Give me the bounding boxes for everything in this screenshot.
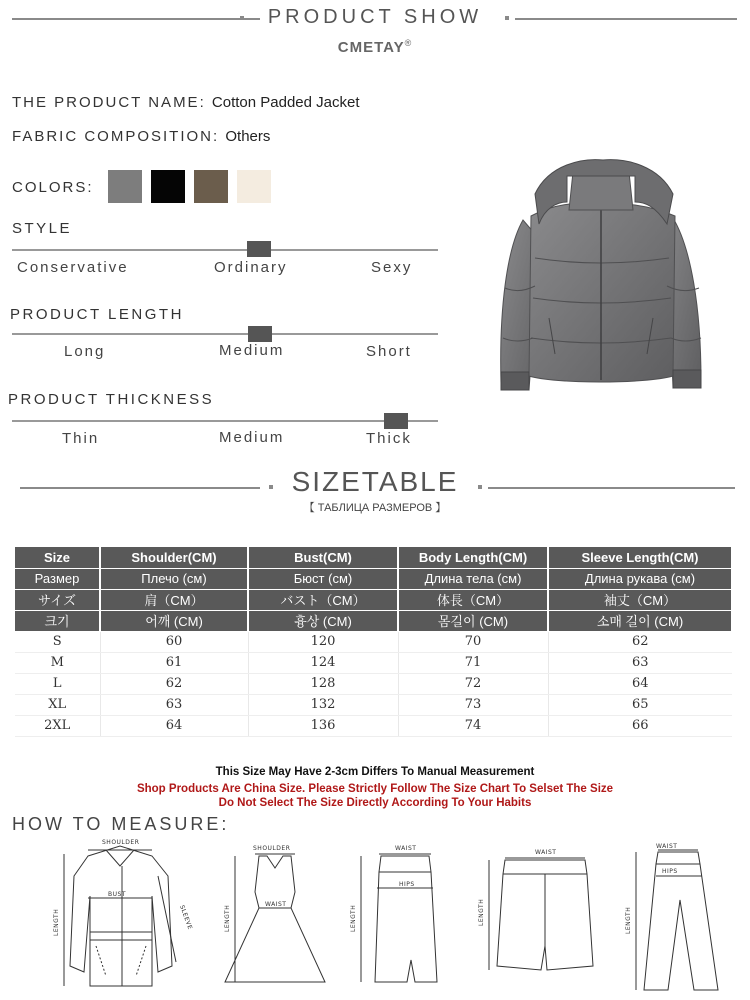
table-cell: 74 (398, 715, 548, 736)
table-header-cell: Bust(CM) (248, 547, 398, 568)
style-option-ordinary: Ordinary (214, 259, 288, 276)
label-shoulder-dress: SHOULDER (253, 845, 291, 852)
product-name-row (12, 94, 360, 111)
table-cell: 120 (248, 631, 398, 652)
table-header-cell: 소매 길이 (CM) (548, 610, 732, 631)
table-header-cell: Длина тела (см) (398, 568, 548, 589)
thickness-option-thin: Thin (62, 430, 100, 447)
label-length-dress: LENGTH (224, 904, 231, 932)
table-header-cell: Длина рукава (см) (548, 568, 732, 589)
length-label: PRODUCT LENGTH (10, 306, 184, 323)
how-to-measure-title: HOW TO MEASURE: (12, 814, 230, 834)
thickness-scale-marker (384, 413, 408, 429)
style-option-sexy: Sexy (371, 259, 413, 276)
table-cell: M (15, 652, 100, 673)
label-hips-pants: HIPS (662, 868, 678, 875)
table-header-cell: Размер (15, 568, 100, 589)
sizetable-title: SIZETABLE (291, 466, 459, 497)
measure-diagram-coat (40, 836, 200, 996)
table-cell: 64 (100, 715, 248, 736)
table-cell: S (15, 631, 100, 652)
table-header-cell: 袖丈（CM） (548, 589, 732, 610)
length-option-medium: Medium (219, 342, 285, 359)
table-cell: 63 (100, 694, 248, 715)
label-length-coat: LENGTH (53, 908, 60, 936)
table-row (15, 631, 732, 652)
measure-diagram-shorts (475, 846, 605, 976)
table-cell: 62 (100, 673, 248, 694)
size-table-body (15, 547, 732, 736)
table-header-row (15, 589, 732, 610)
table-cell: 2XL (15, 715, 100, 736)
color-swatch[interactable] (108, 170, 142, 203)
table-cell: 72 (398, 673, 548, 694)
style-label: STYLE (12, 220, 73, 237)
table-cell: 124 (248, 652, 398, 673)
table-row (15, 715, 732, 736)
label-length-pants: LENGTH (625, 906, 632, 934)
table-header-row (15, 547, 732, 568)
page-title: PRODUCT SHOW (267, 6, 483, 28)
note-measurement: This Size May Have 2-3cm Differs To Manual Measurement (215, 766, 535, 778)
table-header-cell: 肩（CM） (100, 589, 248, 610)
table-cell: 60 (100, 631, 248, 652)
table-header-cell: Body Length(CM) (398, 547, 548, 568)
label-waist-shorts: WAIST (535, 849, 557, 856)
table-header-cell: 흉상 (CM) (248, 610, 398, 631)
table-cell: 62 (548, 631, 732, 652)
color-swatch[interactable] (237, 170, 271, 203)
sizetable-subtitle: 【 ТАБЛИЦА РАЗМЕРОВ 】 (303, 502, 447, 514)
table-header-cell: Sleeve Length(CM) (548, 547, 732, 568)
label-sleeve-coat: SLEEVE (178, 904, 194, 931)
table-header-row (15, 610, 732, 631)
label-waist-dress: WAIST (265, 901, 287, 908)
table-header-cell: 体長（CM） (398, 589, 548, 610)
table-header-cell: Size (15, 547, 100, 568)
table-header-cell: 크기 (15, 610, 100, 631)
size-table (15, 547, 733, 737)
table-cell: 65 (548, 694, 732, 715)
table-row (15, 652, 732, 673)
style-scale-marker (247, 241, 271, 257)
color-swatch[interactable] (194, 170, 228, 203)
measure-diagram-skirt (345, 842, 455, 992)
label-waist-pants: WAIST (656, 843, 678, 850)
product-jacket-image (495, 158, 715, 398)
product-name-label: THE PRODUCT NAME: (12, 94, 206, 111)
thickness-scale-line (12, 420, 438, 422)
table-cell: 63 (548, 652, 732, 673)
table-header-cell: Плечо (см) (100, 568, 248, 589)
table-cell: 128 (248, 673, 398, 694)
measure-diagram-pants (622, 840, 732, 996)
brand-name: CMETAY (337, 39, 405, 56)
label-length-shorts: LENGTH (478, 898, 485, 926)
style-option-conservative: Conservative (17, 259, 129, 276)
length-scale-line (12, 333, 438, 335)
table-header-cell: 몸길이 (CM) (398, 610, 548, 631)
table-cell: 61 (100, 652, 248, 673)
thickness-label: PRODUCT THICKNESS (8, 391, 215, 408)
table-header-cell: バスト（CM） (248, 589, 398, 610)
table-cell: L (15, 673, 100, 694)
color-swatch[interactable] (151, 170, 185, 203)
registered-mark: ® (404, 38, 413, 48)
table-header-cell: Бюст (см) (248, 568, 398, 589)
table-cell: 132 (248, 694, 398, 715)
label-waist-skirt: WAIST (395, 845, 417, 852)
label-hips-skirt: HIPS (399, 881, 415, 888)
length-option-short: Short (366, 343, 412, 360)
length-scale-marker (248, 326, 272, 342)
fabric-row (12, 128, 270, 145)
thickness-option-thick: Thick (366, 430, 412, 447)
note-habits: Do Not Select The Size Directly According To Your Habits (218, 797, 532, 809)
table-cell: 66 (548, 715, 732, 736)
measure-diagram-dress (215, 842, 335, 992)
table-header-cell: 어깨 (CM) (100, 610, 248, 631)
fabric-label: FABRIC COMPOSITION: (12, 128, 220, 145)
thickness-option-medium: Medium (219, 429, 285, 446)
note-china-size: Shop Products Are China Size. Please Strictly Follow The Size Chart To Selset The Size (136, 783, 614, 795)
label-length-skirt: LENGTH (350, 904, 357, 932)
table-cell: 73 (398, 694, 548, 715)
table-cell: 136 (248, 715, 398, 736)
label-shoulder-coat: SHOULDER (102, 839, 140, 846)
colors-label: COLORS: (12, 179, 94, 196)
table-header-row (15, 568, 732, 589)
length-option-long: Long (64, 343, 106, 360)
label-bust-coat: BUST (108, 891, 126, 898)
table-row (15, 694, 732, 715)
product-name-value: Cotton Padded Jacket (211, 94, 360, 111)
table-cell: 71 (398, 652, 548, 673)
table-cell: 70 (398, 631, 548, 652)
fabric-value: Others (225, 128, 271, 145)
style-scale-line (12, 249, 438, 251)
table-header-cell: Shoulder(CM) (100, 547, 248, 568)
table-row (15, 673, 732, 694)
table-cell: XL (15, 694, 100, 715)
table-cell: 64 (548, 673, 732, 694)
table-header-cell: サイズ (15, 589, 100, 610)
brand-logo (0, 38, 750, 56)
